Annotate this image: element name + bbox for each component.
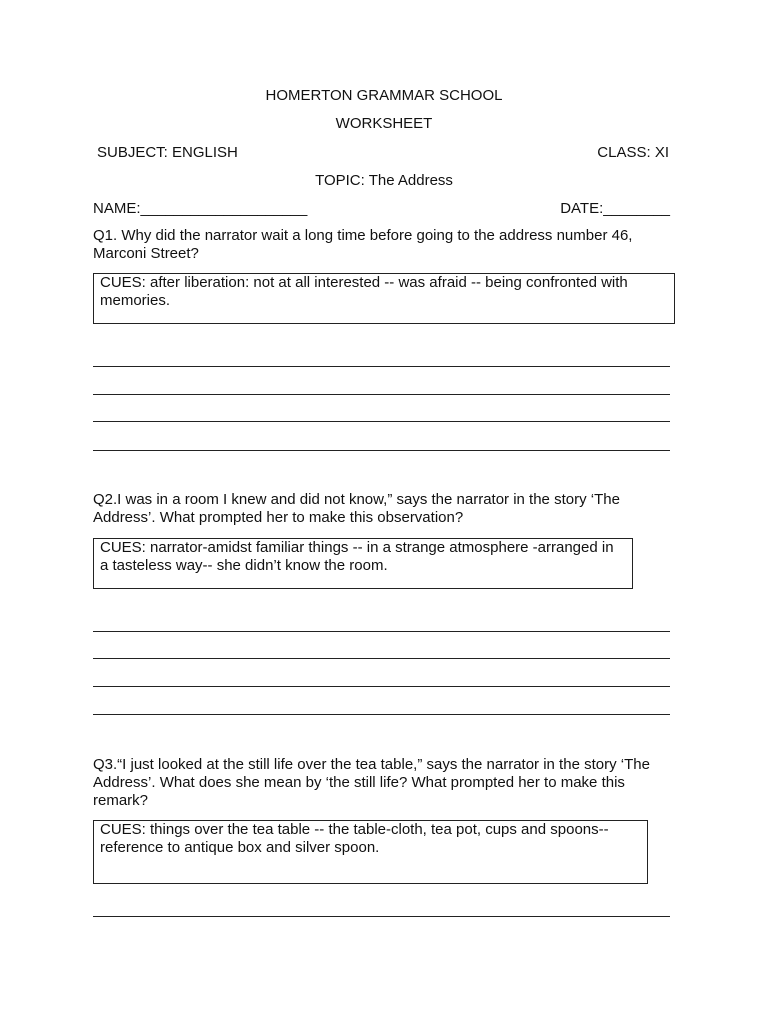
- question-3-cues-text: CUES: things over the tea table -- the table-cloth, tea pot, cups and spoons-- reference to antique box and silver spoon.: [100, 821, 609, 856]
- question-2-text: Q2.I was in a room I knew and did not know,” says the narrator in the story ‘The Address’. What prompted her to make this observation?: [93, 491, 620, 526]
- subject-label: SUBJECT: ENGLISH: [97, 144, 238, 161]
- question-1-cues-text: CUES: after liberation: not at all interested -- was afraid -- being confronted with memories.: [100, 274, 628, 309]
- question-2-cues-text: CUES: narrator-amidst familiar things -- in a strange atmosphere -arranged in a tasteless way-- she didn’t know the room.: [100, 539, 614, 574]
- date-field: DATE:________: [560, 200, 670, 217]
- question-1-cues-box: [93, 273, 675, 324]
- question-1-text: Q1. Why did the narrator wait a long time before going to the address number 46, Marconi Street?: [93, 227, 633, 262]
- answer-line: [93, 450, 670, 451]
- answer-line: [93, 916, 670, 917]
- question-3-cues-box: [93, 820, 648, 884]
- question-3-text: Q3.“I just looked at the still life over the tea table,” says the narrator in the story ‘The Address’. What does she mean by ‘the still life? What prompted her to make this remark?: [93, 756, 650, 809]
- class-label: CLASS: XI: [597, 144, 669, 161]
- answer-line: [93, 366, 670, 367]
- question-2-cues-box: [93, 538, 633, 589]
- topic-label: TOPIC: The Address: [315, 172, 453, 189]
- answer-line: [93, 421, 670, 422]
- answer-line: [93, 714, 670, 715]
- school-name: HOMERTON GRAMMAR SCHOOL: [265, 87, 503, 104]
- worksheet-title: WORKSHEET: [335, 115, 433, 132]
- answer-line: [93, 394, 670, 395]
- answer-line: [93, 686, 670, 687]
- name-field: NAME:____________________: [93, 200, 308, 217]
- answer-line: [93, 658, 670, 659]
- answer-line: [93, 631, 670, 632]
